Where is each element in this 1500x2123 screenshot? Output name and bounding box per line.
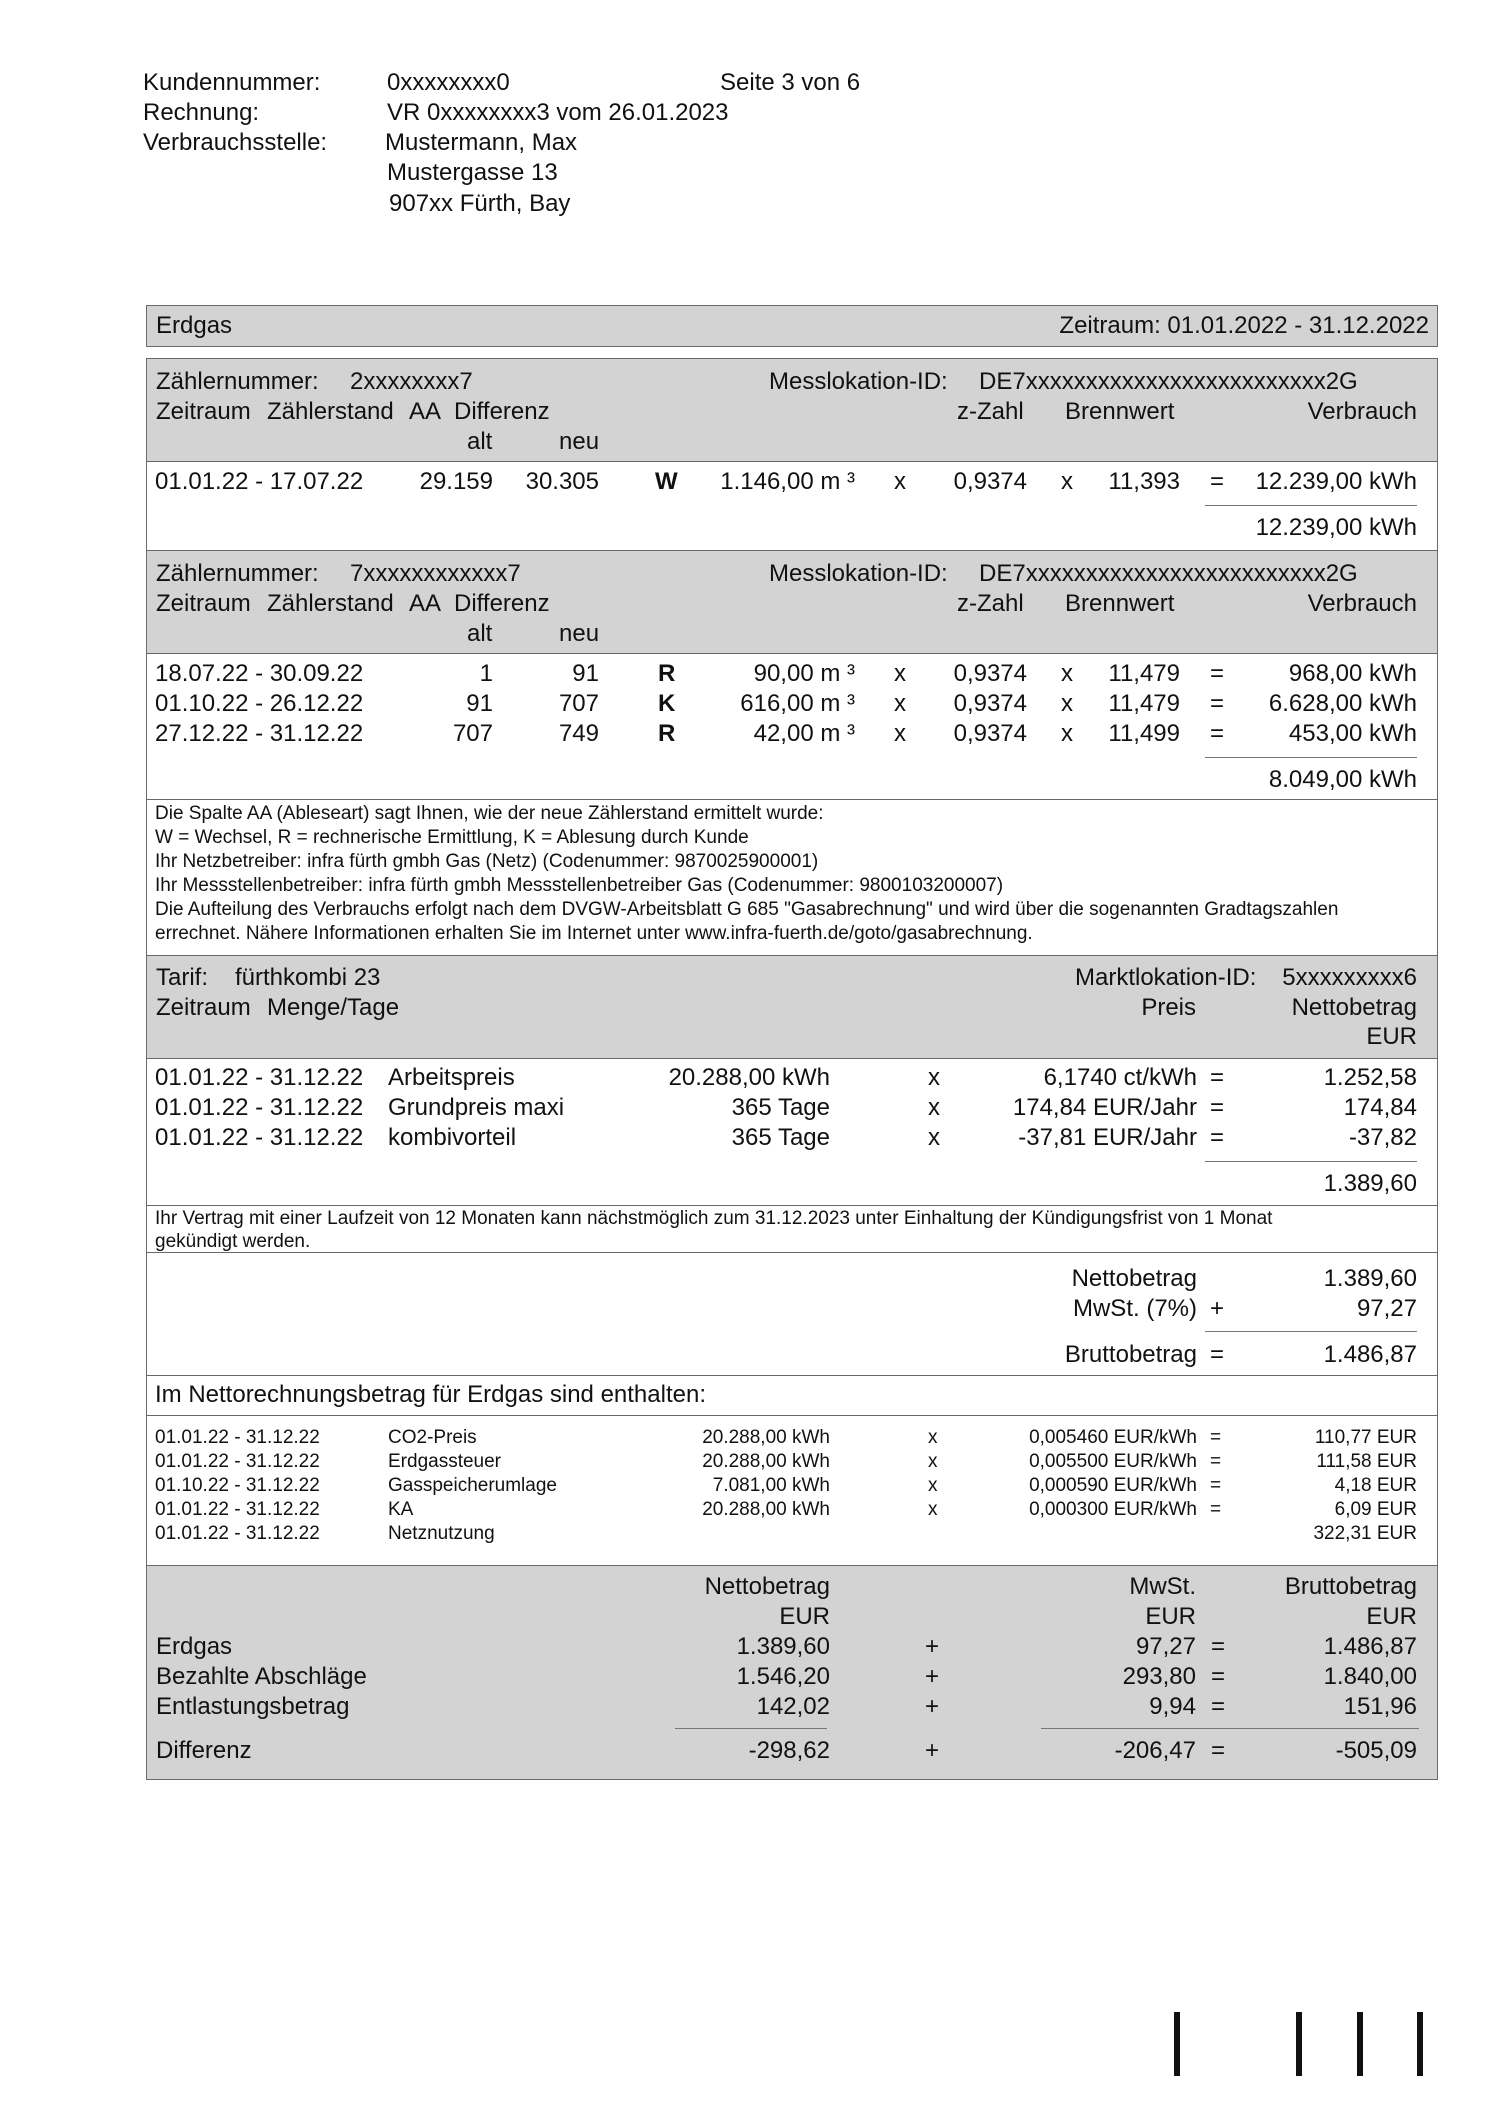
control-mark [1296,2012,1302,2076]
divider [146,1252,1438,1253]
contract-note: Ihr Vertrag mit einer Laufzeit von 12 Monaten kann nächstmöglich zum 31.12.2023 unter Einhaltung der Kündigungsfrist von 1 Monat [155,1208,1273,1229]
meter1-number: 2xxxxxxxx7 [350,368,473,395]
section-title-bar [146,305,1438,347]
row-x: x [928,1094,940,1121]
row-mwst: 97,27 [1135,1633,1196,1660]
row-zzahl: 0,9374 [953,720,1027,747]
tariff-header [146,955,1438,1059]
col-alt: alt [467,428,493,455]
row-zeitraum: 01.01.22 - 31.12.22 [155,1451,320,1472]
divider [146,1415,1438,1416]
included-heading: Im Nettorechnungsbetrag für Erdgas sind enthalten: [155,1381,706,1408]
diff-label: Differenz [156,1737,252,1764]
col-zzahl: z-Zahl [957,590,1024,617]
row-eq: = [1210,468,1225,495]
row-eq: = [1210,1451,1222,1472]
row-zeitraum: 18.07.22 - 30.09.22 [155,660,364,687]
rechnung-value: VR 0xxxxxxxx3 vom 26.01.2023 [387,99,729,126]
col-verbrauch: Verbrauch [1307,590,1417,617]
row-aa: K [658,690,676,717]
row-betrag: 110,77 EUR [1314,1427,1417,1448]
row-eq: = [1210,1427,1222,1448]
diff-eq: = [1211,1737,1226,1764]
col-alt: alt [467,620,493,647]
row-zeitraum: 01.01.22 - 31.12.22 [155,1499,320,1520]
col-differenz: Differenz [454,398,550,425]
diff-mwst: -206,47 [1114,1737,1196,1764]
info-note: Die Aufteilung des Verbrauchs erfolgt nach dem DVGW-Arbeitsblatt G 685 "Gasabrechnung" und wird über die sogenannten Gradtagszahlen [155,899,1339,920]
row-position: Gasspeicherumlage [388,1475,557,1496]
row-x2: x [1061,690,1073,717]
row-x: x [928,1427,938,1448]
meter2-total: 8.049,00 kWh [1268,766,1417,793]
row-menge: 20.288,00 kWh [702,1451,830,1472]
row-zeitraum: 01.10.22 - 26.12.22 [155,690,364,717]
row-mwst: 9,94 [1149,1693,1196,1720]
row-eq: = [1210,720,1225,747]
row-x1: x [894,660,906,687]
info-note: Ihr Messstellenbetreiber: infra fürth gmbh Messstellenbetreiber Gas (Codenummer: 9800103200007) [155,875,1004,896]
row-zeitraum: 01.01.22 - 31.12.22 [155,1064,364,1091]
row-eq: = [1210,1475,1222,1496]
row-differenz: 1.146,00 m ³ [720,468,855,495]
row-zeitraum: 27.12.22 - 31.12.22 [155,720,364,747]
row-x: x [928,1124,940,1151]
summary-plus: + [1210,1295,1225,1322]
kundennummer-value: 0xxxxxxxx0 [387,69,510,96]
final-netto-h1: Nettobetrag [704,1573,830,1600]
meter1-number-label: Zählernummer: [156,368,319,395]
row-eq: = [1211,1693,1226,1720]
meter1-messlokation-label: Messlokation-ID: [769,368,948,395]
row-zeitraum: 01.01.22 - 17.07.22 [155,468,364,495]
row-x1: x [894,690,906,717]
col-differenz: Differenz [454,590,550,617]
row-x1: x [894,720,906,747]
zeitraum-title: Zeitraum: 01.01.2022 - 31.12.2022 [1059,312,1429,339]
row-aa: R [658,720,676,747]
row-position: Netznutzung [388,1523,495,1544]
row-x2: x [1061,660,1073,687]
customer-street: Mustergasse 13 [387,159,558,186]
row-zzahl: 0,9374 [953,468,1027,495]
row-plus: + [925,1663,940,1690]
contract-note: gekündigt werden. [155,1231,311,1252]
row-brutto: 1.840,00 [1323,1663,1417,1690]
row-aa: W [655,468,678,495]
col-brennwert: Brennwert [1065,590,1175,617]
row-eq: = [1210,1094,1225,1121]
page-indicator: Seite 3 von 6 [720,69,861,96]
row-brennwert: 11,479 [1108,660,1180,687]
row-x: x [928,1499,938,1520]
row-preis: 0,000300 EUR/kWh [1029,1499,1197,1520]
col-zeitraum: Zeitraum [156,398,251,425]
meter2-number-label: Zählernummer: [156,560,319,587]
row-brennwert: 11,499 [1108,720,1180,747]
meter1-total: 12.239,00 kWh [1255,514,1417,541]
row-position: Grundpreis maxi [388,1094,565,1121]
divider [146,799,1438,800]
summary-mwst-label: MwSt. (7%) [1072,1295,1197,1322]
verbrauchsstelle-label: Verbrauchsstelle: [143,129,328,156]
final-brutto-h2: EUR [1366,1603,1417,1630]
col-menge: Menge/Tage [267,994,400,1021]
row-differenz: 616,00 m ³ [740,690,855,717]
row-verbrauch: 12.239,00 kWh [1255,468,1417,495]
summary-brutto-label: Bruttobetrag [1064,1341,1197,1368]
row-verbrauch: 968,00 kWh [1288,660,1417,687]
row-menge: 20.288,00 kWh [702,1499,830,1520]
diff-brutto: -505,09 [1335,1737,1417,1764]
row-menge: 365 Tage [731,1124,830,1151]
info-note: Die Spalte AA (Ableseart) sagt Ihnen, wie der neue Zählerstand ermittelt wurde: [155,803,824,824]
row-preis: 174,84 EUR/Jahr [1012,1094,1197,1121]
marktlokation-label: Marktlokation-ID: [1075,964,1257,991]
row-alt: 29.159 [419,468,493,495]
meter2-messlokation: DE7xxxxxxxxxxxxxxxxxxxxxxxxx2G [979,560,1358,587]
row-menge: 20.288,00 kWh [668,1064,830,1091]
row-mwst: 293,80 [1122,1663,1196,1690]
row-position: KA [388,1499,414,1520]
control-mark [1357,2012,1363,2076]
tariff-subtotal-line [1205,1161,1417,1162]
divider [146,1375,1438,1376]
row-plus: + [925,1693,940,1720]
final-netto-h2: EUR [779,1603,830,1630]
row-preis: 0,005500 EUR/kWh [1029,1451,1197,1472]
divider [146,1205,1438,1206]
row-zeitraum: 01.10.22 - 31.12.22 [155,1475,320,1496]
row-label: Erdgas [156,1633,233,1660]
col-nettobetrag: Nettobetrag [1291,994,1417,1021]
control-mark [1174,2012,1180,2076]
kundennummer-label: Kundennummer: [143,69,321,96]
summary-netto: 1.389,60 [1323,1265,1417,1292]
row-brennwert: 11,393 [1108,468,1180,495]
diff-line [675,1728,827,1729]
tarif-name: fürthkombi 23 [235,964,381,991]
col-verbrauch: Verbrauch [1307,398,1417,425]
row-zeitraum: 01.01.22 - 31.12.22 [155,1427,320,1448]
row-eq: = [1211,1663,1226,1690]
row-zeitraum: 01.01.22 - 31.12.22 [155,1523,320,1544]
row-betrag: 6,09 EUR [1334,1499,1417,1520]
row-differenz: 42,00 m ³ [753,720,855,747]
col-neu: neu [559,620,600,647]
tarif-label: Tarif: [156,964,209,991]
info-note: errechnet. Nähere Informationen erhalten Sie im Internet unter www.infra-fuerth.de/goto/gasabrechnung. [155,923,1033,944]
summary-mwst: 97,27 [1356,1295,1417,1322]
row-x: x [928,1475,938,1496]
meter1-messlokation: DE7xxxxxxxxxxxxxxxxxxxxxxxxx2G [979,368,1358,395]
row-preis: 0,000590 EUR/kWh [1029,1475,1197,1496]
col-zeitraum: Zeitraum [156,590,251,617]
row-label: Entlastungsbetrag [156,1693,350,1720]
col-zaehlerstand: Zählerstand [267,590,394,617]
col-aa: AA [409,590,442,617]
col-brennwert: Brennwert [1065,398,1175,425]
final-brutto-h1: Bruttobetrag [1284,1573,1417,1600]
col-eur: EUR [1366,1023,1417,1050]
final-mwst-h1: MwSt. [1129,1573,1196,1600]
customer-city: 907xx Fürth, Bay [389,190,571,217]
row-neu: 30.305 [525,468,599,495]
row-zeitraum: 01.01.22 - 31.12.22 [155,1094,364,1121]
row-label: Bezahlte Abschläge [156,1663,367,1690]
row-preis: 0,005460 EUR/kWh [1029,1427,1197,1448]
final-mwst-h2: EUR [1145,1603,1196,1630]
meter2-number: 7xxxxxxxxxxxx7 [350,560,521,587]
row-eq: = [1210,1124,1225,1151]
row-betrag: 111,58 EUR [1316,1451,1417,1472]
meter2-messlokation-label: Messlokation-ID: [769,560,948,587]
info-note: Ihr Netzbetreiber: infra fürth gmbh Gas (Netz) (Codenummer: 9870025900001) [155,851,819,872]
row-betrag: 174,84 [1343,1094,1417,1121]
row-alt: 1 [479,660,493,687]
row-menge: 365 Tage [731,1094,830,1121]
row-eq: = [1210,1499,1222,1520]
row-brutto: 151,96 [1343,1693,1417,1720]
row-differenz: 90,00 m ³ [753,660,855,687]
row-betrag: 1.252,58 [1323,1064,1417,1091]
row-position: Erdgassteuer [388,1451,502,1472]
col-zzahl: z-Zahl [957,398,1024,425]
col-neu: neu [559,428,600,455]
row-x: x [928,1451,938,1472]
meter1-subtotal-line [1205,505,1417,506]
rechnung-label: Rechnung: [143,99,260,126]
row-preis: 6,1740 ct/kWh [1043,1064,1197,1091]
summary-line [1205,1331,1417,1332]
row-zzahl: 0,9374 [953,690,1027,717]
diff-line [1041,1728,1419,1729]
row-x1: x [894,468,906,495]
row-neu: 707 [558,690,599,717]
row-eq: = [1210,1064,1225,1091]
row-zeitraum: 01.01.22 - 31.12.22 [155,1124,364,1151]
summary-eq: = [1210,1341,1225,1368]
row-position: CO2-Preis [388,1427,477,1448]
row-neu: 749 [558,720,599,747]
summary-brutto: 1.486,87 [1323,1341,1417,1368]
diff-netto: -298,62 [748,1737,830,1764]
row-plus: + [925,1633,940,1660]
col-aa: AA [409,398,442,425]
customer-name: Mustermann, Max [385,129,578,156]
row-eq: = [1210,690,1225,717]
row-betrag: 322,31 EUR [1313,1523,1417,1544]
meter2-header [146,550,1438,654]
meter2-subtotal-line [1205,757,1417,758]
row-position: Arbeitspreis [388,1064,515,1091]
row-betrag: -37,82 [1348,1124,1417,1151]
row-position: kombivorteil [388,1124,517,1151]
row-preis: -37,81 EUR/Jahr [1018,1124,1197,1151]
row-brennwert: 11,479 [1108,690,1180,717]
diff-plus: + [925,1737,940,1764]
row-eq: = [1210,660,1225,687]
row-menge: 7.081,00 kWh [712,1475,830,1496]
info-note: W = Wechsel, R = rechnerische Ermittlung, K = Ablesung durch Kunde [155,827,749,848]
row-brutto: 1.486,87 [1323,1633,1417,1660]
product-title: Erdgas [156,312,233,339]
row-x2: x [1061,468,1073,495]
row-alt: 707 [452,720,493,747]
summary-netto-label: Nettobetrag [1071,1265,1197,1292]
row-x2: x [1061,720,1073,747]
final-summary [146,1565,1438,1780]
row-netto: 1.546,20 [736,1663,830,1690]
row-menge: 20.288,00 kWh [702,1427,830,1448]
row-alt: 91 [466,690,493,717]
row-netto: 142,02 [756,1693,830,1720]
row-eq: = [1211,1633,1226,1660]
col-zaehlerstand: Zählerstand [267,398,394,425]
row-netto: 1.389,60 [736,1633,830,1660]
col-zeitraum: Zeitraum [156,994,251,1021]
row-neu: 91 [572,660,599,687]
row-aa: R [658,660,676,687]
row-verbrauch: 6.628,00 kWh [1268,690,1417,717]
row-x: x [928,1064,940,1091]
row-zzahl: 0,9374 [953,660,1027,687]
row-verbrauch: 453,00 kWh [1288,720,1417,747]
col-preis: Preis [1141,994,1196,1021]
row-betrag: 4,18 EUR [1334,1475,1417,1496]
tariff-total: 1.389,60 [1323,1170,1417,1197]
meter1-header [146,358,1438,462]
control-mark [1417,2012,1423,2076]
marktlokation-id: 5xxxxxxxxx6 [1282,964,1417,991]
